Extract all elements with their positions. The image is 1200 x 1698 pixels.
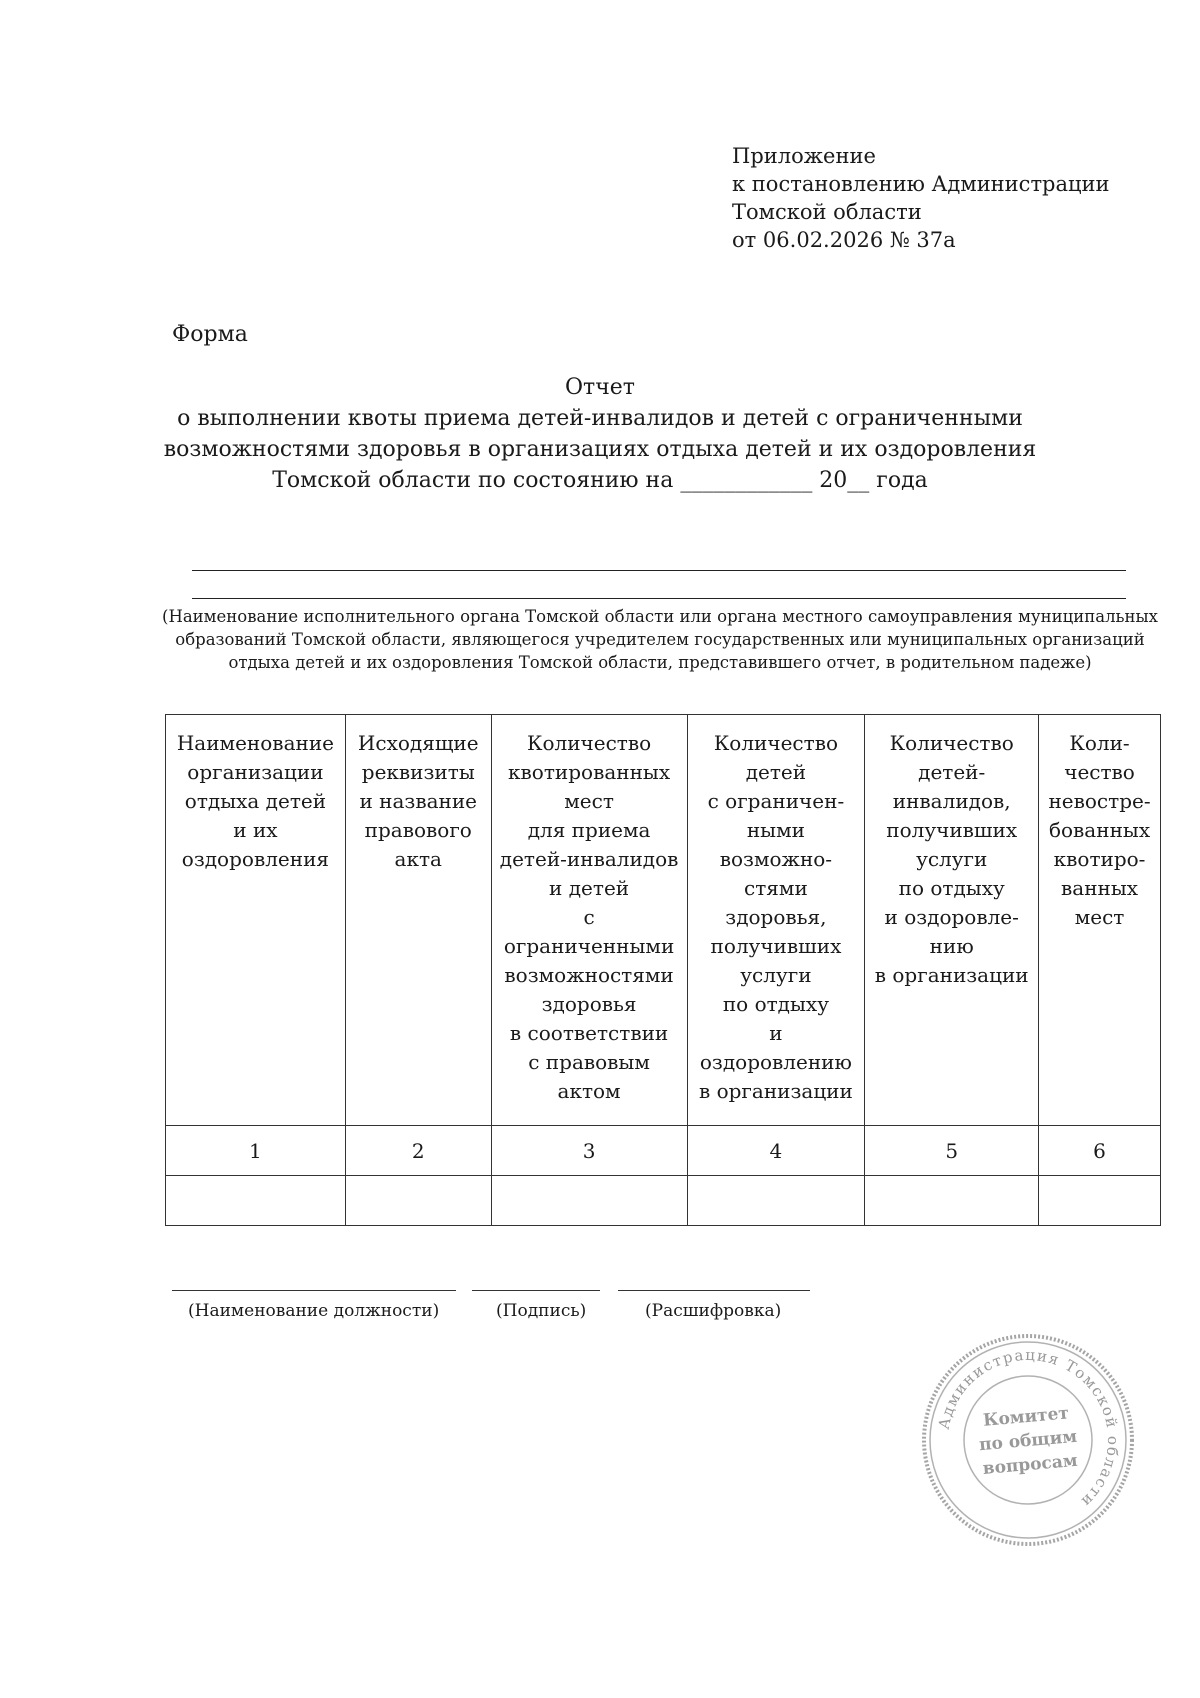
appendix-line-1: Приложение xyxy=(732,144,876,168)
empty-cell xyxy=(1039,1176,1161,1226)
column-number: 1 xyxy=(166,1126,346,1176)
empty-data-row xyxy=(166,1176,1161,1226)
empty-cell xyxy=(491,1176,687,1226)
title-line-2: о выполнении квоты приема детей-инвалидов и детей с ограниченными xyxy=(177,406,1023,431)
title-line-3: возможностями здоровья в организациях отдыха детей и их оздоровления xyxy=(163,437,1037,462)
appendix-line-3: Томской области xyxy=(732,200,922,224)
signature-label: (Подпись) xyxy=(496,1301,587,1321)
org-name-line-2 xyxy=(192,598,1126,599)
column-number: 2 xyxy=(345,1126,491,1176)
org-caption: (Наименование исполнительного органа Томской области или органа местного самоуправления муниципальных образований Томской области, являющегося учредителем государственных или муниципальных организаций отдыха детей и их оздоровления Томской области, представившего отчет, в родительном падеже) xyxy=(162,607,1158,672)
appendix-line-4: от 06.02.2026 № 37а xyxy=(732,228,956,252)
header-cell-2: Исходящие реквизиты и название правового акта xyxy=(345,715,491,1126)
column-number: 5 xyxy=(865,1126,1039,1176)
appendix-block xyxy=(732,142,1110,254)
empty-cell xyxy=(687,1176,865,1226)
svg-text:Администрация Томской области: Администрация Томской области xyxy=(934,1345,1123,1512)
empty-cell xyxy=(345,1176,491,1226)
svg-text:Комитет: Комитет xyxy=(982,1403,1070,1431)
column-number: 3 xyxy=(491,1126,687,1176)
org-name-line-1 xyxy=(192,570,1126,571)
svg-text:вопросам: вопросам xyxy=(982,1450,1079,1480)
report-title xyxy=(0,372,1200,496)
report-table xyxy=(165,714,1161,1226)
column-number: 4 xyxy=(687,1126,865,1176)
empty-cell xyxy=(865,1176,1039,1226)
column-number: 6 xyxy=(1039,1126,1161,1176)
header-row xyxy=(166,715,1161,1126)
position-signature-line xyxy=(172,1290,456,1291)
header-cell-1: Наименование организации отдыха детей и их оздоровления xyxy=(166,715,346,1126)
header-cell-6: Коли- чество невостре- бованных квотиро- ванных мест xyxy=(1039,715,1161,1126)
svg-text:по общим: по общим xyxy=(978,1426,1078,1456)
appendix-line-2: к постановлению Администрации xyxy=(732,172,1110,196)
header-cell-5: Количество детей- инвалидов, получивших услуги по отдыху и оздоровле- нию в организации xyxy=(865,715,1039,1126)
header-cell-4: Количество детей с ограничен- ными возможно- стями здоровья, получивших услуги по отдыху и оздоровлению в организации xyxy=(687,715,865,1126)
decoding-signature-line xyxy=(618,1290,810,1291)
decoding-label: (Расшифровка) xyxy=(645,1301,782,1321)
position-label: (Наименование должности) xyxy=(188,1301,440,1321)
official-seal xyxy=(918,1330,1138,1550)
form-label: Форма xyxy=(172,322,248,347)
title-line-1: Отчет xyxy=(565,375,635,400)
header-cell-3: Количество квотированных мест для приема детей-инвалидов и детей с ограниченными возможностями здоровья в соответствии с правовым актом xyxy=(491,715,687,1126)
signature-line xyxy=(472,1290,600,1291)
number-row xyxy=(166,1126,1161,1176)
title-line-4: Томской области по состоянию на ____________ 20__ года xyxy=(272,468,928,493)
empty-cell xyxy=(166,1176,346,1226)
